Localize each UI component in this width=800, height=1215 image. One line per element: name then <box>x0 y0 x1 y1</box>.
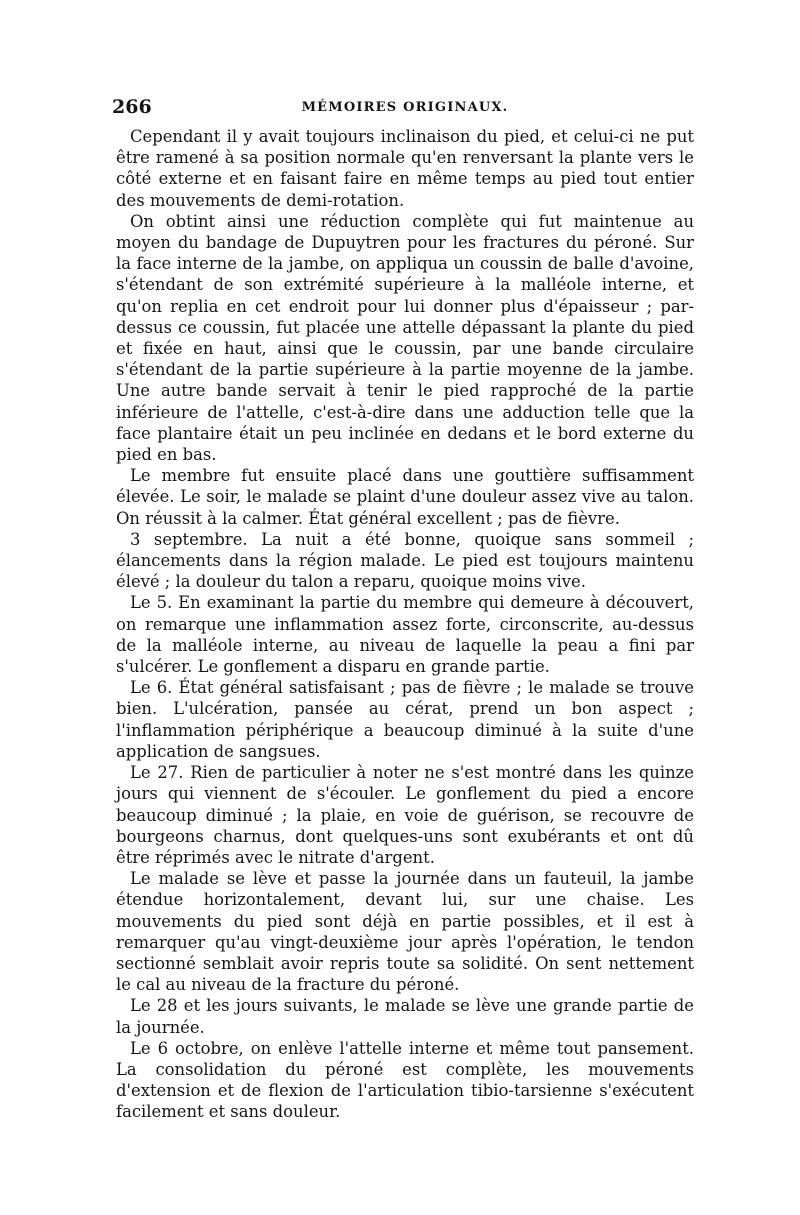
body-text <box>116 126 694 1123</box>
page-header <box>112 96 694 124</box>
paragraph: Le 28 et les jours suivants, le malade se lève une grande partie de la journée. <box>116 996 694 1037</box>
paragraph: Cependant il y avait toujours inclinaison du pied, et celui-ci ne put être ramené à sa position normale qu'en renversant la plante vers le côté externe et en faisant faire en même temps au pied tout entier des mouvements de demi-rotation. <box>116 127 694 210</box>
paragraph: Le 5. En examinant la partie du membre qui demeure à découvert, on remarque une inflammation assez forte, circonscrite, au-dessus de la malléole interne, au niveau de laquelle la peau a fini par s'ulcérer. Le gonflement a disparu en grande partie. <box>116 593 694 677</box>
page-number: 266 <box>112 96 152 118</box>
book-page <box>112 96 694 1123</box>
paragraph: 3 septembre. La nuit a été bonne, quoique sans sommeil ; élancements dans la région malade. Le pied est toujours maintenu élevé ; la douleur du talon a reparu, quoique moins vive. <box>116 529 694 592</box>
paragraph: Le 6. État général satisfaisant ; pas de fièvre ; le malade se trouve bien. L'ulcération, pansée au cérat, prend un bon aspect ; l'inflammation périphérique a beaucoup diminué à la suite d'une application de sangsues. <box>116 678 694 761</box>
paragraph: Le malade se lève et passe la journée dans un fauteuil, la jambe étendue horizontalement, devant lui, sur une chaise. Les mouvements du pied sont déjà en partie possibles, et il est à remarquer qu'au vingt-deuxième jour après l'opération, le tendon sectionné semblait avoir repris toute sa solidité. On sent nettement le cal au niveau de la fracture du péroné. <box>116 869 694 995</box>
paragraph: On obtint ainsi une réduction complète qui fut maintenue au moyen du bandage de Dupuytren pour les fractures du péroné. Sur la face interne de la jambe, on appliqua un coussin de balle d'avoine, s'étendant de son extrémité supérieure à la malléole interne, et qu'on replia en cet endroit pour lui donner plus d'épaisseur ; par-dessus ce coussin, fut placée une attelle dépassant la plante du pied et fixée en haut, ainsi que le coussin, par une bande circulaire s'étendant de la partie supérieure à la partie moyenne de la jambe. Une autre bande servait à tenir le pied rapproché de la partie inférieure de l'attelle, c'est-à-dire dans une adduction telle que la face plantaire était un peu inclinée en dedans et le bord externe du pied en bas. <box>116 211 694 465</box>
paragraph: Le 27. Rien de particulier à noter ne s'est montré dans les quinze jours qui viennent de s'écouler. Le gonflement du pied a encore beaucoup diminué ; la plaie, en voie de guérison, se recouvre de bourgeons charnus, dont quelques-uns sont exubérants et ont dû être réprimés avec le nitrate d'argent. <box>116 763 694 867</box>
paragraph: Le membre fut ensuite placé dans une gouttière suffisamment élevée. Le soir, le malade se plaint d'une douleur assez vive au talon. On réussit à la calmer. État général excellent ; pas de fièvre. <box>116 466 694 528</box>
running-title: MÉMOIRES ORIGINAUX. <box>301 100 509 115</box>
paragraph: Le 6 octobre, on enlève l'attelle interne et même tout pansement. La consolidation du péroné est complète, les mouvements d'extension et de flexion de l'articulation tibio-tarsienne s'exécutent facilement et sans douleur. <box>116 1038 694 1122</box>
